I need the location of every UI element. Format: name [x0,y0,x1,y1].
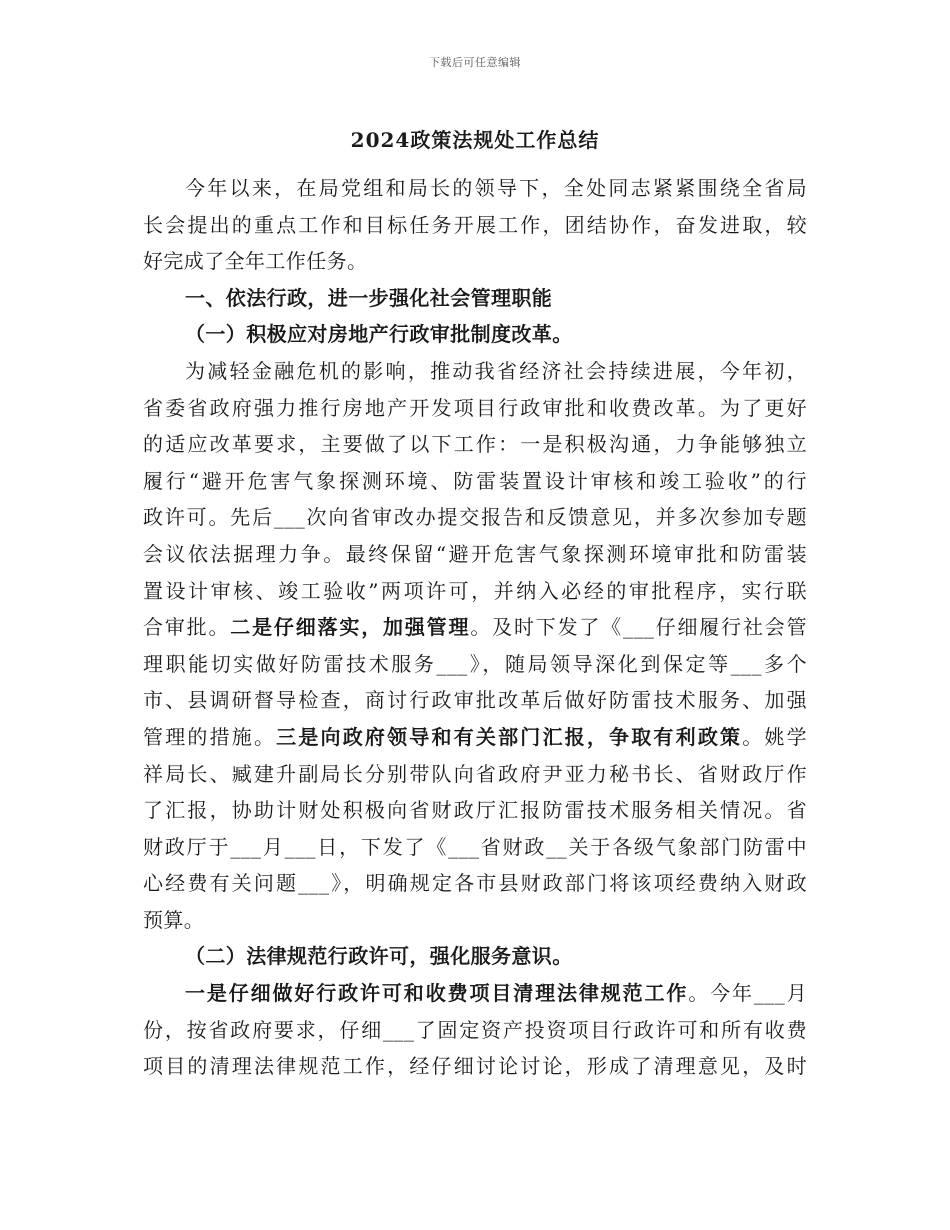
paragraph-line: 预算。 [143,907,205,932]
bold-phrase: 二是仔细落实，加强管理 [230,615,471,640]
line-segment: 管理的措施。 [143,724,277,749]
paragraph-line [143,719,807,756]
paragraph-line: 为减轻金融危机的影响，推动我省经济社会持续进展，今年初， [185,358,807,383]
paragraph-line: 了汇报，协助计财处积极向省财政厅汇报防雷技术服务相关情况。省 [143,798,807,823]
paragraph-line: 省委省政府强力推行房地产开发项目行政审批和收费改革。为了更好 [143,395,807,420]
paragraph-line [143,609,807,646]
subsection-heading: （二）法律规范行政许可，强化服务意识。 [185,944,573,969]
paragraph-line: 履行“避开危害气象探测环境、防雷装置设计审核和竣工验收”的行 [143,468,807,493]
line-segment: 。及时下发了《___仔细履行社会管 [470,615,807,640]
paragraph-line: 祥局长、臧建升副局长分别带队向省政府尹亚力秘书长、省财政厅作 [143,761,807,786]
bold-phrase: 三是向政府领导和有关部门汇报，争取有利政策 [276,724,743,749]
line-segment: 合审批。 [143,615,231,640]
paragraph-line: 的适应改革要求，主要做了以下工作：一是积极沟通，力争能够独立 [143,432,807,457]
section-heading: 一、依法行政，进一步强化社会管理职能 [185,285,553,310]
paragraph-line: 市、县调研督导检查，商讨行政审批改革后做好防雷技术服务、加强 [143,688,807,713]
line-segment: 。姚学 [742,724,807,749]
paragraph-line: 好完成了全年工作任务。 [143,249,368,274]
paragraph-line: 置设计审核、竣工验收”两项许可，并纳入必经的审批程序，实行联 [143,578,807,603]
paragraph-line: 心经费有关问题___》，明确规定各市县财政部门将该项经费纳入财政 [143,871,807,896]
paragraph-line [143,975,807,1012]
bold-phrase: 一是仔细做好行政许可和收费项目清理法律规范工作 [185,981,689,1006]
paragraph-line: 份，按省政府要求，仔细___了固定资产投资项目行政许可和所有收费 [143,1017,807,1042]
paragraph-line: 今年以来，在局党组和局长的领导下，全处同志紧紧围绕全省局 [185,176,807,200]
paragraph-line: 理职能切实做好防雷技术服务___》，随局领导深化到保定等___多个 [143,651,807,676]
paragraph-line: 项目的清理法律规范工作，经仔细讨论讨论，形成了清理意见，及时 [143,1054,807,1079]
page-header-note: 下载后可任意编辑 [429,56,521,69]
document-body [143,170,807,1085]
subsection-heading: （一）积极应对房地产行政审批制度改革。 [185,322,573,347]
paragraph-line: 政许可。先后___次向省审改办提交报告和反馈意见，并多次参加专题 [143,505,807,530]
paragraph-line: 长会提出的重点工作和目标任务开展工作，团结协作，奋发进取，较 [143,212,807,237]
paragraph-line: 财政厅于___月___日，下发了《___省财政__关于各级气象部门防雷中 [143,834,807,859]
document-title: 2024政策法规处工作总结 [350,128,600,152]
paragraph-line: 会议依法据理力争。最终保留“避开危害气象探测环境审批和防雷装 [143,541,807,566]
line-segment: 。今年___月 [688,981,807,1006]
